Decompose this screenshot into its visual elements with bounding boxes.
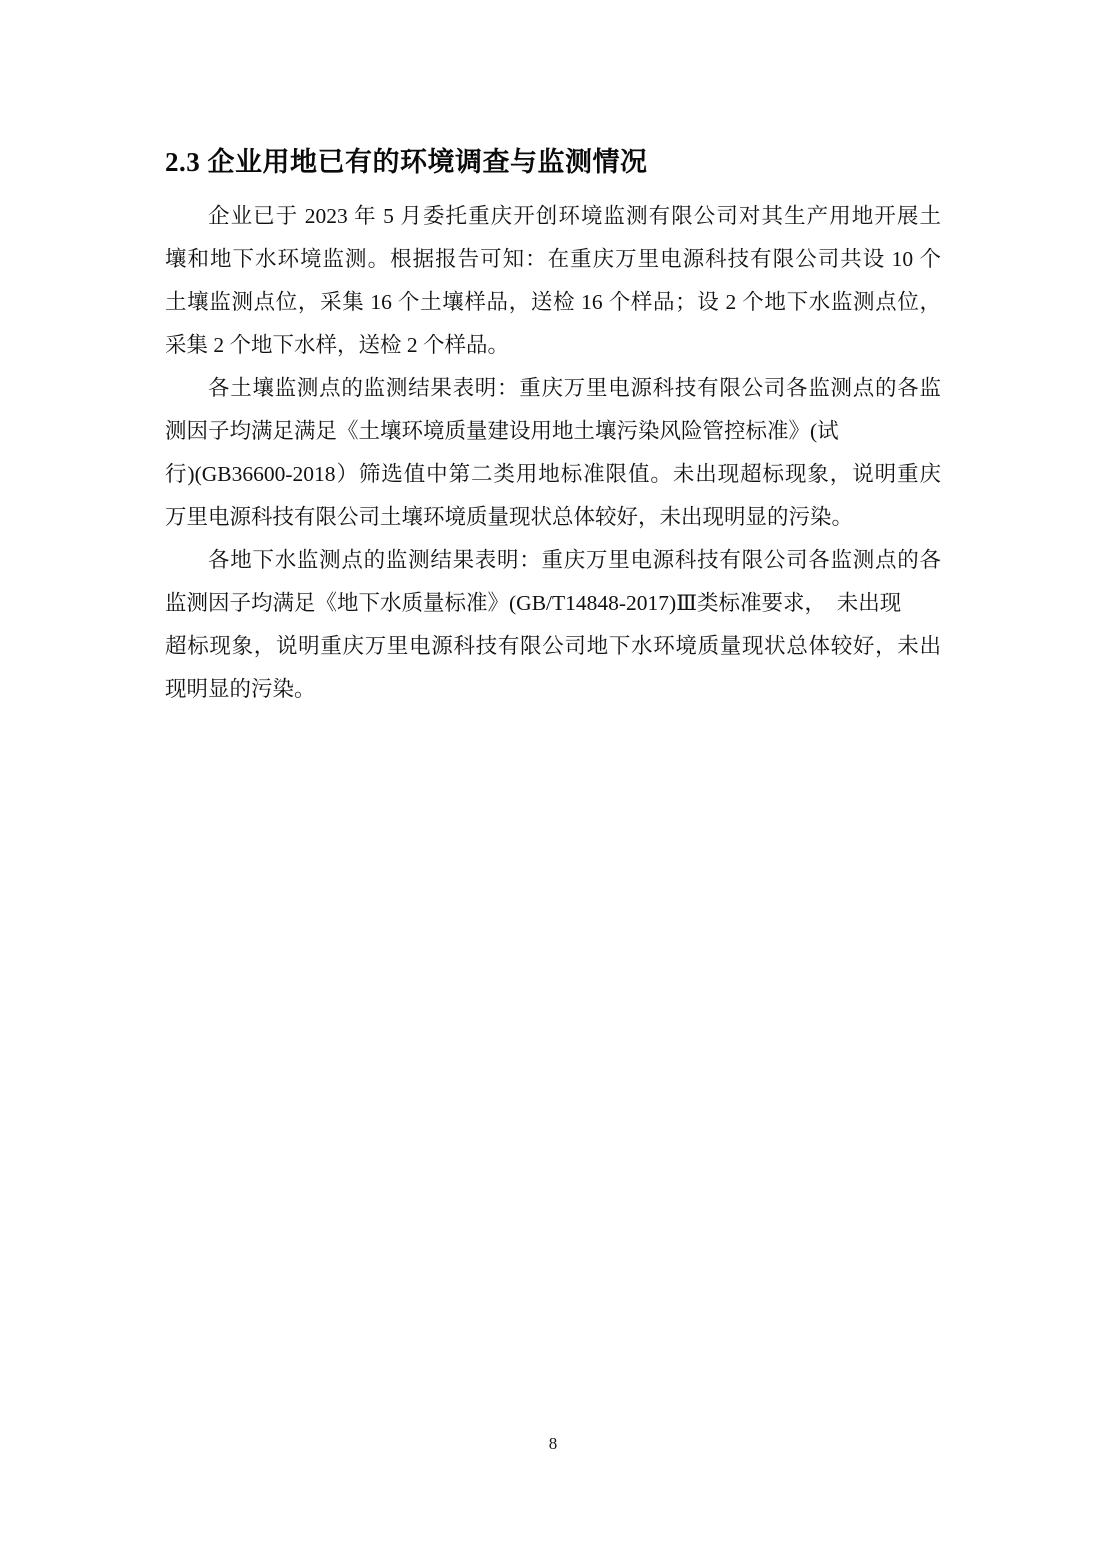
section-heading: 2.3 企业用地已有的环境调查与监测情况 [165, 147, 648, 177]
document-body [165, 195, 941, 711]
text-line: 超标现象，说明重庆万里电源科技有限公司地下水环境质量现状总体较好，未出 [165, 634, 941, 658]
text-line: 土壤监测点位，采集 16 个土壤样品，送检 16 个样品；设 2 个地下水监测点位， [165, 290, 941, 314]
text-line: 现明显的污染。 [165, 677, 316, 701]
text-line: 企业已于 2023 年 5 月委托重庆开创环境监测有限公司对其生产用地开展土 [208, 204, 941, 228]
text-line: 壤和地下水环境监测。根据报告可知：在重庆万里电源科技有限公司共设 10 个 [165, 247, 941, 271]
paragraph-soil-results [165, 367, 941, 539]
text-line: 行)(GB36600-2018）筛选值中第二类用地标准限值。未出现超标现象，说明重庆 [165, 462, 941, 486]
document-content [165, 145, 941, 711]
paragraph-monitoring-overview [165, 195, 941, 367]
page-number: 8 [548, 1434, 558, 1453]
text-line: 监测因子均满足《地下水质量标准》(GB/T14848-2017)Ⅲ类标准要求， 未出现 [165, 591, 902, 615]
text-line: 测因子均满足满足《土壤环境质量建设用地土壤污染风险管控标准》(试 [165, 419, 839, 443]
paragraph-groundwater-results [165, 539, 941, 711]
text-line: 各土壤监测点的监测结果表明：重庆万里电源科技有限公司各监测点的各监 [208, 376, 941, 400]
text-line: 各地下水监测点的监测结果表明：重庆万里电源科技有限公司各监测点的各 [208, 548, 941, 572]
text-line: 采集 2 个地下水样，送检 2 个样品。 [165, 333, 510, 357]
text-line: 万里电源科技有限公司土壤环境质量现状总体较好，未出现明显的污染。 [165, 505, 854, 529]
